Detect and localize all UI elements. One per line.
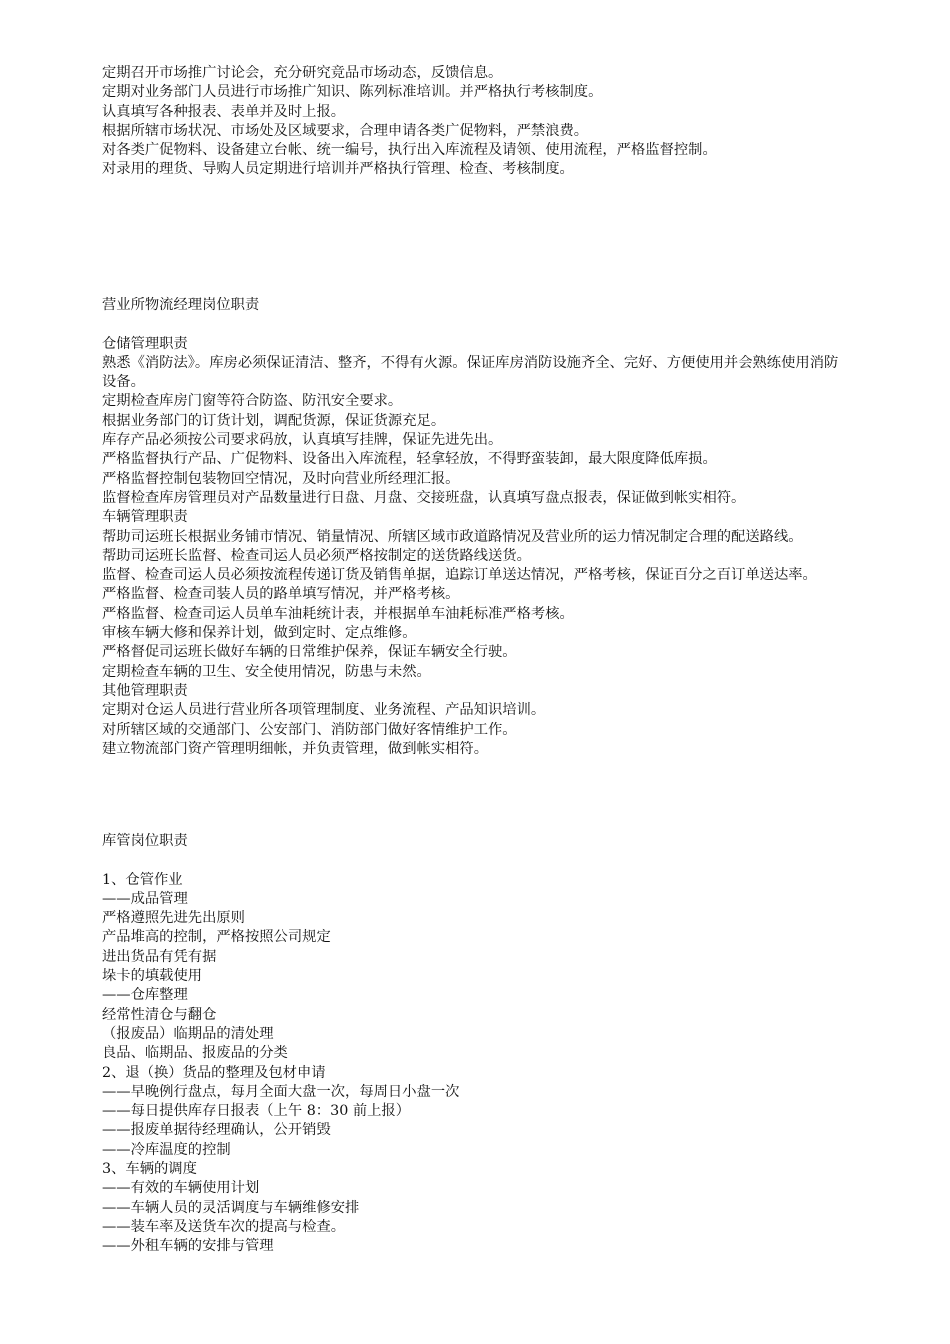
- blank-line: [102, 315, 852, 334]
- warehouse-keeper-block: [102, 832, 852, 1257]
- duty-line: 监督、检查司运人员必须按流程传递订货及销售单据，追踪订单送达情况，严格考核，保证百分之百订单送达率。: [102, 567, 817, 584]
- list-item: ——仓库整理: [102, 987, 188, 1004]
- blank-line: [102, 851, 852, 870]
- duty-line: 根据所辖市场状况、市场处及区域要求，合理申请各类广促物料，严禁浪费。: [102, 122, 589, 139]
- duty-line: 审核车辆大修和保养计划，做到定时、定点维修。: [102, 625, 417, 642]
- duty-line: 对录用的理货、导购人员定期进行培训并严格执行管理、检查、考核制度。: [102, 161, 574, 178]
- list-item: 3、车辆的调度: [102, 1161, 197, 1178]
- list-item: ——装车率及送货车次的提高与检查。: [102, 1218, 346, 1235]
- list-item: 进出货品有凭有据: [102, 948, 217, 965]
- list-item: 2、退（换）货品的整理及包材申请: [102, 1064, 326, 1081]
- subsection-heading: 车辆管理职责: [102, 509, 188, 526]
- section-title: 营业所物流经理岗位职责: [102, 297, 260, 313]
- list-item: ——每日提供库存日报表（上午 8：30 前上报）: [102, 1103, 411, 1120]
- list-item: ——成品管理: [102, 890, 188, 907]
- duty-line: 建立物流部门资产管理明细帐，并负责管理，做到帐实相符。: [102, 740, 489, 757]
- duty-line: 帮助司运班长根据业务铺市情况、销量情况、所辖区域市政道路情况及营业所的运力情况制定合理的配送路线。: [102, 528, 803, 545]
- duty-line: 根据业务部门的订货计划，调配货源，保证货源充足。: [102, 412, 446, 429]
- duty-line: 定期检查库房门窗等符合防盗、防汛安全要求。: [102, 393, 403, 410]
- subsection-heading: 仓储管理职责: [102, 335, 188, 352]
- duty-line: 帮助司运班长监督、检查司运人员必须严格按制定的送货路线送货。: [102, 547, 531, 564]
- list-item: ——冷库温度的控制: [102, 1141, 231, 1158]
- duty-line: 严格监督、检查司运人员单车油耗统计表，并根据单车油耗标准严格考核。: [102, 605, 574, 622]
- duty-line: 定期召开市场推广讨论会，充分研究竞品市场动态，反馈信息。: [102, 65, 503, 81]
- list-item: （报废品）临期品的清处理: [102, 1025, 274, 1042]
- list-item: 良品、临期品、报废品的分类: [102, 1045, 288, 1062]
- duty-line: 监督检查库房管理员对产品数量进行日盘、月盘、交接班盘，认真填写盘点报表，保证做到帐实相符。: [102, 489, 746, 506]
- list-item: ——外租车辆的安排与管理: [102, 1238, 274, 1255]
- duty-line: 对各类广促物料、设备建立台帐、统一编号，执行出入库流程及请领、使用流程，严格监督控制。: [102, 142, 717, 159]
- list-item: 垛卡的填载使用: [102, 968, 203, 985]
- duty-line: 定期检查车辆的卫生、安全使用情况，防患与未然。: [102, 663, 431, 680]
- duty-line: 严格督促司运班长做好车辆的日常维护保养，保证车辆安全行驶。: [102, 644, 517, 661]
- list-item: 1、仓管作业: [102, 871, 183, 888]
- duty-line: 严格监督、检查司装人员的路单填写情况，并严格考核。: [102, 586, 460, 603]
- duty-line: 定期对业务部门人员进行市场推广知识、陈列标准培训。并严格执行考核制度。: [102, 84, 603, 101]
- list-item: ——车辆人员的灵活调度与车辆维修安排: [102, 1199, 360, 1216]
- list-item: 经常性清仓与翻仓: [102, 1006, 217, 1023]
- list-item: 产品堆高的控制，严格按照公司规定: [102, 929, 331, 946]
- list-item: ——报废单据待经理确认，公开销毁: [102, 1122, 331, 1139]
- duty-line: 严格监督控制包装物回空情况，及时向营业所经理汇报。: [102, 470, 460, 487]
- list-item: ——早晚例行盘点，每月全面大盘一次，每周日小盘一次: [102, 1083, 460, 1100]
- duty-line: 熟悉《消防法》。库房必须保证清洁、整齐，不得有火源。保证库房消防设施齐全、完好、方便使用并会熟练使用消防设备。: [102, 354, 839, 391]
- duty-line: 对所辖区域的交通部门、公安部门、消防部门做好客情维护工作。: [102, 721, 517, 738]
- list-item: ——有效的车辆使用计划: [102, 1180, 260, 1197]
- section-title: 库管岗位职责: [102, 833, 188, 849]
- duty-line: 严格监督执行产品、广促物料、设备出入库流程，轻拿轻放，不得野蛮装卸，最大限度降低库损。: [102, 451, 717, 468]
- subsection-heading: 其他管理职责: [102, 682, 188, 699]
- duty-line: 库存产品必须按公司要求码放，认真填写挂牌，保证先进先出。: [102, 432, 503, 449]
- logistics-manager-block: [102, 296, 852, 759]
- duty-line: 定期对仓运人员进行营业所各项管理制度、业务流程、产品知识培训。: [102, 702, 546, 719]
- marketing-duties-block: [102, 64, 852, 180]
- list-item: 严格遵照先进先出原则: [102, 910, 245, 927]
- duty-line: 认真填写各种报表、表单并及时上报。: [102, 103, 346, 120]
